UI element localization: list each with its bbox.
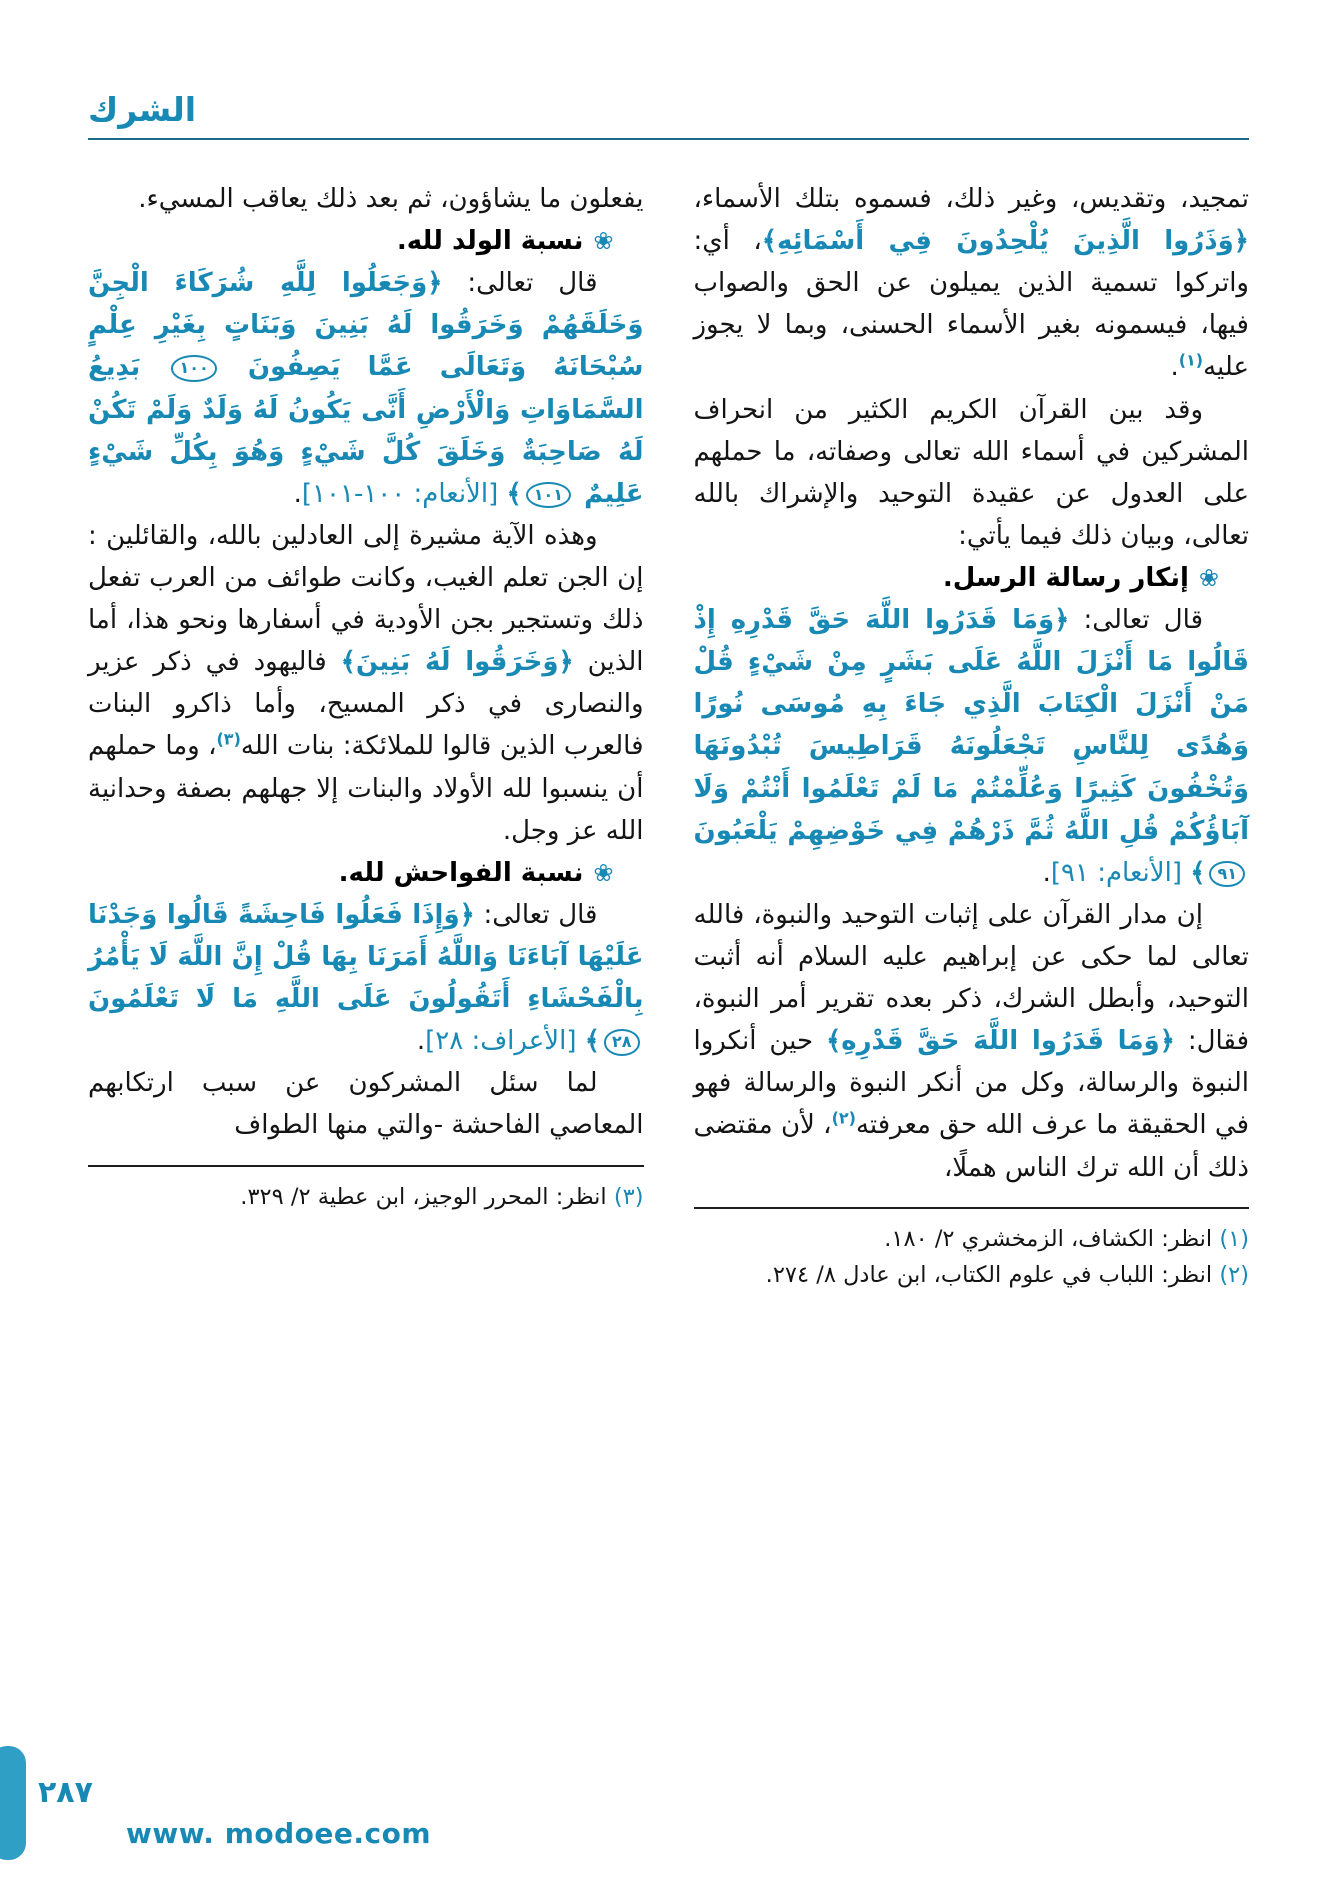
header-rule	[88, 138, 1249, 140]
footnote	[694, 1257, 1250, 1293]
quran-verse: ﴿وَجَعَلُوا لِلَّهِ شُرَكَاءَ الْجِنَّ وَخَلَقَهُمْ وَخَرَقُوا لَهُ بَنِينَ وَبَنَاتٍ بِغَيْرِ عِلْمٍ سُبْحَانَهُ وَتَعَالَى عَمَّا يَصِفُونَ	[88, 268, 644, 383]
paragraph	[694, 599, 1250, 894]
text-run: ، وما حملهم أن ينسبوا لله الأولاد والبنات إلا جهلهم بصفة وحدانية الله عز وجل.	[88, 731, 644, 846]
text-run: لما سئل المشركون عن سبب ارتكابهم المعاصي الفاحشة -والتي منها الطواف	[88, 1068, 644, 1141]
text-run: .	[293, 478, 302, 509]
text-run: وقد بين القرآن الكريم الكثير من انحراف المشركين في أسماء الله تعالى وصفاته، ما حملهم على العدول عن عقيدة التوحيد والإشراك بالله تعالى، وبيان ذلك فيما يأتي:	[693, 394, 1249, 551]
paragraph	[694, 178, 1250, 389]
footnote-text: انظر: اللباب في علوم الكتاب، ابن عادل ٨/ ٢٧٤.	[765, 1262, 1213, 1289]
footnote-number: (٢)	[1212, 1262, 1249, 1289]
ayah-number: ٩١	[1209, 861, 1245, 887]
column-right	[694, 178, 1250, 1294]
text-run: قال تعالى:	[442, 268, 598, 299]
ayah-number: ١٠١	[526, 482, 571, 508]
footnote	[88, 1179, 644, 1215]
text-run: .	[1042, 857, 1051, 888]
paragraph	[694, 389, 1250, 557]
footnote-number: (١)	[1212, 1225, 1249, 1252]
text-run: إن مدار القرآن على إثبات التوحيد والنبوة، فالله تعالى لما حكى عن إبراهيم عليه السلام أنه أثبت التوحيد، وأبطل الشرك، ذكر بعده تقرير أمر النبوة، فقال:	[693, 899, 1250, 1057]
text-run: تمجيد، وتقديس، وغير ذلك، فسموه بتلك الأسماء،	[693, 184, 1249, 214]
paragraph	[88, 894, 644, 1062]
text-run: .	[416, 1026, 426, 1057]
text-run: قال تعالى:	[474, 899, 598, 930]
ayah-number: ١٠٠	[171, 355, 216, 381]
flower-icon: ❀	[593, 227, 614, 256]
footnote-text: انظر: الكشاف، الزمخشري ٢/ ١٨٠.	[884, 1225, 1213, 1252]
footnote-number: (٣)	[606, 1183, 644, 1210]
footnote-marker: (٢)	[831, 1108, 856, 1128]
text-run	[576, 1026, 584, 1056]
verse-reference: [الأنعام: ١٠٠-١٠١]	[301, 478, 499, 509]
ayah-number: ٢٨	[604, 1029, 640, 1055]
text-run: وهذه الآية مشيرة إلى العادلين بالله، والقائلين : إن الجن تعلم الغيب، وكانت طوائف من العرب تفعل ذلك وتستجير بجن الأودية في أسفارها ونحو هذا، أما الذين	[88, 520, 644, 678]
verse-reference: [الأعراف: ٢٨]	[425, 1026, 577, 1057]
quran-verse: ﴾	[506, 478, 522, 509]
text-run: قال تعالى:	[1069, 605, 1203, 636]
paragraph	[88, 515, 644, 852]
paragraph	[88, 1062, 644, 1146]
paragraph	[88, 178, 644, 220]
text-columns	[88, 178, 1249, 1294]
section-heading	[88, 220, 644, 262]
footnote	[694, 1221, 1250, 1257]
footnote-marker: (١)	[1178, 350, 1204, 370]
heading-text: نسبة الولد لله.	[396, 226, 584, 257]
text-run: حين أنكروا النبوة والرسالة، وكل من أنكر النبوة والرسالة فهو في الحقيقة ما عرف الله حق معرفته	[693, 1026, 1249, 1141]
text-run: يفعلون ما يشاؤون، ثم بعد ذلك يعاقب المسيء.	[138, 184, 644, 214]
flower-icon: ❀	[1198, 563, 1219, 592]
page-title: الشرك	[88, 90, 197, 129]
verse-reference: [الأنعام: ٩١]	[1050, 857, 1182, 888]
website-url: www. modoee.com	[126, 1817, 432, 1850]
quran-verse: ﴿وَمَا قَدَرُوا اللَّهَ حَقَّ قَدْرِهِ إِذْ قَالُوا مَا أَنْزَلَ اللَّهُ عَلَى بَشَرٍ مِنْ شَيْءٍ قُلْ مَنْ أَنْزَلَ الْكِتَابَ الَّذِي جَاءَ بِهِ مُوسَى نُورًا وَهُدًى لِلنَّاسِ تَجْعَلُونَهُ قَرَاطِيسَ تُبْدُونَهَا وَتُخْفُونَ كَثِيرًا وَعُلِّمْتُمْ مَا لَمْ تَعْلَمُوا أَنْتُمْ وَلَا آبَاؤُكُمْ قُلِ اللَّهُ ثُمَّ ذَرْهُمْ فِي خَوْضِهِمْ يَلْعَبُونَ	[693, 605, 1249, 846]
text-run: ، لأن مقتضى ذلك أن الله ترك الناس هملًا،	[693, 1110, 1249, 1183]
section-heading	[88, 852, 644, 894]
text-run: فاليهود في ذكر عزير والنصارى في ذكر المسيح، وأما ذاكرو البنات فالعرب الذين قالوا للملائكة: بنات الله	[88, 647, 644, 762]
heading-text: نسبة الفواحش لله.	[338, 857, 584, 888]
quran-verse: ﴿وَذَرُوا الَّذِينَ يُلْحِدُونَ فِي أَسْمَائِهِ﴾	[761, 226, 1249, 257]
footnote-separator	[88, 1165, 644, 1167]
quran-verse: ﴾	[1190, 857, 1206, 888]
column-left	[88, 178, 644, 1215]
quran-verse: ﴿وَمَا قَدَرُوا اللَّهَ حَقَّ قَدْرِهِ﴾	[825, 1026, 1175, 1057]
quran-verse: ﴾	[584, 1026, 600, 1057]
text-run	[498, 479, 506, 509]
quran-verse: ﴿وَإِذَا فَعَلُوا فَاحِشَةً قَالُوا وَجَدْنَا عَلَيْهَا آبَاءَنَا وَاللَّهُ أَمَرَنَا بِهَا قُلْ إِنَّ اللَّهَ لَا يَأْمُرُ بِالْفَحْشَاءِ أَتَقُولُونَ عَلَى اللَّهِ مَا لَا تَعْلَمُونَ	[88, 899, 644, 1015]
footnote-marker: (٣)	[216, 729, 241, 749]
quran-verse: ﴿وَخَرَقُوا لَهُ بَنِينَ﴾	[340, 647, 574, 678]
text-run: .	[1170, 352, 1179, 383]
text-run	[1182, 858, 1190, 888]
section-heading	[694, 557, 1250, 599]
page-header	[88, 92, 1249, 140]
quran-verse: بَدِيعُ السَّمَاوَاتِ وَالْأَرْضِ أَنَّى يَكُونُ لَهُ وَلَدٌ وَلَمْ تَكُنْ لَهُ صَاحِبَةٌ وَخَلَقَ كُلَّ شَيْءٍ وَهُوَ بِكُلِّ شَيْءٍ عَلِيمٌ	[88, 352, 644, 509]
page-edge-tab	[0, 1746, 26, 1860]
footnote-separator	[694, 1207, 1250, 1209]
flower-icon: ❀	[593, 858, 614, 887]
text-run: ، أي: واتركوا تسمية الذين يميلون عن الحق والصواب فيها، فيسمونه بغير الأسماء الحسنى، وبما لا يجوز عليه	[693, 226, 1249, 383]
paragraph	[88, 262, 644, 515]
heading-text: إنكار رسالة الرسل.	[942, 562, 1189, 593]
paragraph	[694, 894, 1250, 1189]
page-number: ٢٨٧	[38, 1775, 93, 1810]
footnote-text: انظر: المحرر الوجيز، ابن عطية ٢/ ٣٢٩.	[240, 1183, 607, 1210]
